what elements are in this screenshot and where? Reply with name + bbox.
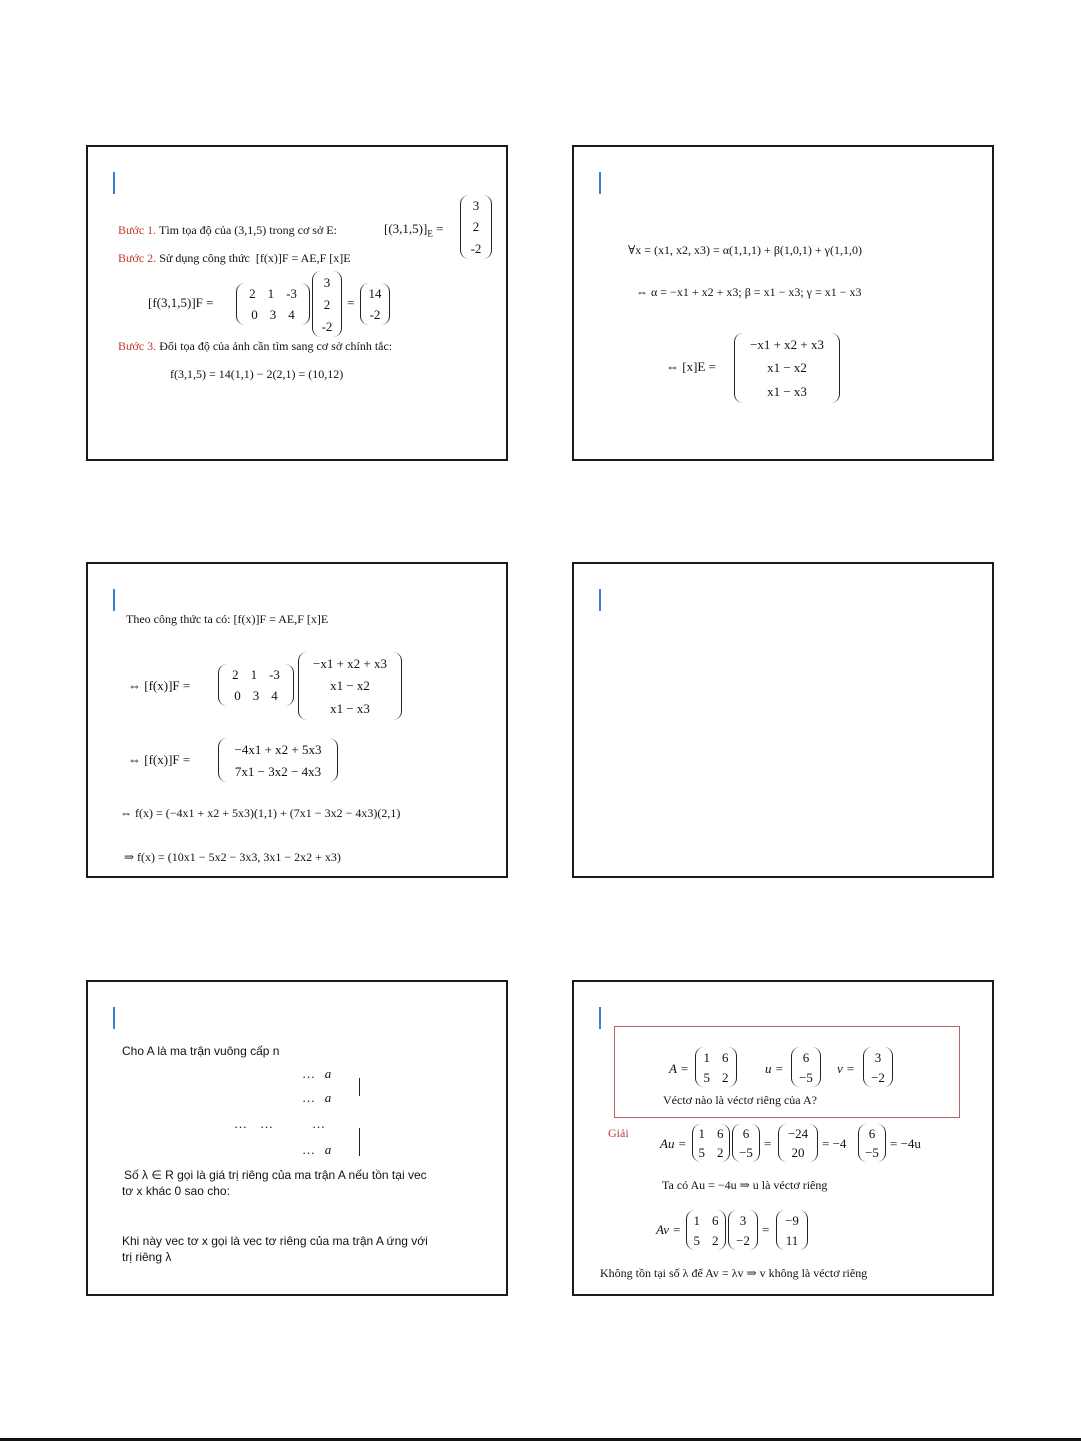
- matrix-row-dots: … … …: [234, 1116, 325, 1131]
- calc-lhs: [f(3,1,5)]F =: [148, 295, 214, 310]
- slide-accent-bar: [113, 589, 115, 611]
- step2-formula: [f(x)]F = AE,F [x]E: [255, 251, 351, 265]
- slide-accent-bar: [599, 172, 601, 194]
- v-label: v =: [837, 1061, 855, 1076]
- Au-vector: 6 −5: [732, 1124, 760, 1162]
- A-label: A =: [669, 1061, 689, 1076]
- question: Véctơ nào là véctơ riêng của A?: [663, 1093, 817, 1107]
- slide-accent-bar: [113, 172, 115, 194]
- slide-accent-bar: [599, 589, 601, 611]
- slide-4: [572, 562, 994, 878]
- conclusion-line-1: Khi này vec tơ x gọi là vec tơ riêng của ma trận A ứng với: [122, 1234, 428, 1248]
- Au-end: = −4u: [890, 1136, 921, 1151]
- matrix-A: 1 6 5 2: [695, 1047, 737, 1087]
- result-vector: −4x1 + x2 + 5x3 7x1 − 3x2 − 4x3: [218, 738, 338, 782]
- step1-vector: 3 2 -2: [460, 195, 492, 259]
- matrix-A: 2 1 -3 0 3 4: [218, 664, 294, 706]
- slide-accent-bar: [113, 1007, 115, 1029]
- formula-line: Theo công thức ta có: [f(x)]F = AE,F [x]E: [126, 612, 329, 626]
- matrix-A: 2 1 -3 0 3 4: [236, 283, 310, 325]
- result-vector: 14 -2: [360, 283, 390, 325]
- Av-matrix: 1 6 5 2: [686, 1210, 726, 1250]
- Av-lhs: Av =: [656, 1222, 682, 1237]
- slide-2: [572, 145, 994, 461]
- coord-lhs: ⇔ [x]E =: [666, 359, 716, 374]
- matrix-bracket: [359, 1128, 360, 1156]
- step1-text: Tìm tọa độ của (3,1,5) trong cơ sở E:: [158, 223, 337, 237]
- slide-1: [86, 145, 508, 461]
- conclusion-u: Ta có Au = −4u ⇒ u là véctơ riêng: [662, 1178, 828, 1192]
- step1-lhs: $[(3,1,5)]_E$ =: [384, 221, 444, 239]
- slide-6: [572, 980, 994, 1296]
- vector-x: 3 2 -2: [312, 271, 342, 337]
- step1-line: [118, 223, 337, 238]
- matrix-row-2: … a: [302, 1090, 332, 1105]
- final-result: f(3,1,5) = 14(1,1) − 2(2,1) = (10,12): [170, 367, 344, 381]
- step2-label: Bước 2.: [118, 251, 157, 265]
- Au-result: −24 20: [778, 1124, 818, 1162]
- Au-matrix: 1 6 5 2: [692, 1124, 730, 1162]
- slide-3: [86, 562, 508, 878]
- line3-lhs: ⇔ [f(x)]F =: [128, 752, 191, 767]
- solution-label: Giải: [608, 1126, 629, 1140]
- definition-line-1: Số λ ∈ R gọi là giá trị riêng của ma trận A nếu tồn tại vec: [124, 1168, 427, 1182]
- Av-result: −9 11: [776, 1210, 808, 1250]
- slide-accent-bar: [599, 1007, 601, 1029]
- vector-v: 3 −2: [863, 1047, 893, 1087]
- step1-label: Bước 1.: [118, 223, 157, 237]
- final-formula: ⇒ f(x) = (10x1 − 5x2 − 3x3, 3x1 − 2x2 + x3): [124, 850, 341, 864]
- step3-label: Bước 3.: [118, 339, 157, 353]
- step2-text: Sử dụng công thức: [159, 251, 250, 265]
- slide-5: [86, 980, 508, 1296]
- matrix-row-1: … a: [302, 1066, 332, 1081]
- equals-sign: =: [764, 1136, 772, 1151]
- vector-u: 6 −5: [791, 1047, 821, 1087]
- line2-lhs: ⇔ [f(x)]F =: [128, 678, 191, 693]
- u-label: u =: [765, 1061, 784, 1076]
- conclusion-line-2: trị riêng λ: [122, 1250, 172, 1264]
- Au-lhs: Au =: [660, 1136, 687, 1151]
- basis-expansion: ∀x = (x1, x2, x3) = α(1,1,1) + β(1,0,1) + γ(1,1,0): [628, 243, 862, 257]
- Av-vector: 3 −2: [728, 1210, 758, 1250]
- equals-sign: =: [762, 1222, 770, 1237]
- step3-text: Đổi tọa độ của ảnh cần tìm sang cơ sở chính tắc:: [159, 339, 393, 353]
- step2-line: [118, 251, 351, 266]
- coefficients: ⇔ α = −x1 + x2 + x3; β = x1 − x3; γ = x1 − x3: [636, 285, 862, 299]
- conclusion-v: Không tồn tại số λ để Av = λv ⇒ v không là véctơ riêng: [600, 1266, 868, 1280]
- matrix-row-n: … a: [302, 1142, 332, 1157]
- equals-sign: =: [347, 295, 355, 310]
- Au-u-vector: 6 −5: [858, 1124, 886, 1162]
- intro-text: Cho A là ma trận vuông cấp n: [122, 1044, 280, 1058]
- step3-line: [118, 339, 392, 354]
- definition-line-2: tơ x khác 0 sao cho:: [122, 1184, 230, 1198]
- coord-vector: −x1 + x2 + x3 x1 − x2 x1 − x3: [734, 333, 840, 403]
- Au-tail: = −4: [822, 1136, 847, 1151]
- vector-x: −x1 + x2 + x3 x1 − x2 x1 − x3: [298, 652, 402, 720]
- problem-box: [614, 1026, 960, 1118]
- matrix-bracket: [359, 1078, 360, 1096]
- combination-line: ⇔ f(x) = (−4x1 + x2 + 5x3)(1,1) + (7x1 − 3x2 − 4x3)(2,1): [120, 806, 401, 820]
